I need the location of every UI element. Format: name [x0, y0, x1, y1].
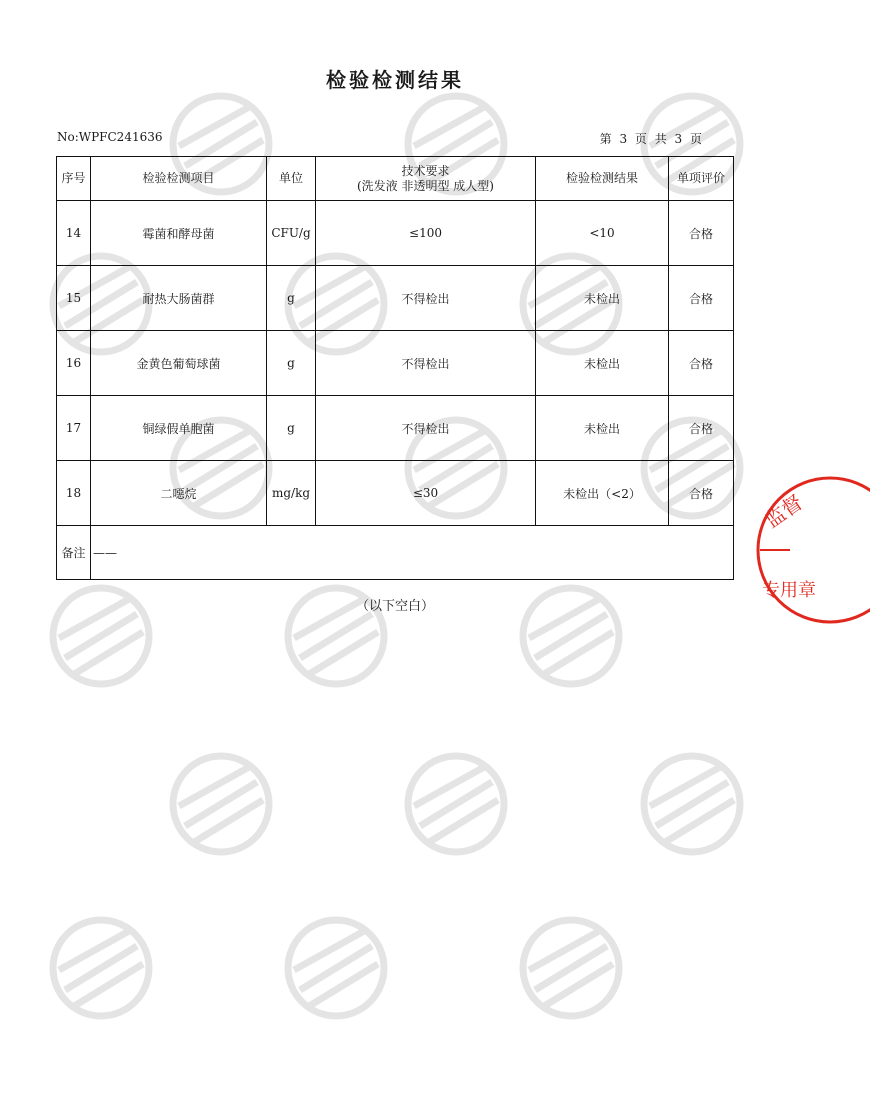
header-evaluation: 单项评价	[669, 157, 734, 201]
report-number: No:WPFC241636	[57, 130, 163, 144]
table-row	[57, 266, 734, 331]
row-item: 霉菌和酵母菌	[91, 201, 267, 266]
table-row	[57, 201, 734, 266]
row-result: 未检出	[536, 331, 669, 396]
row-unit: g	[267, 266, 316, 331]
row-requirement: 不得检出	[316, 396, 536, 461]
remarks-value: ——	[91, 526, 734, 580]
row-no: 17	[57, 396, 91, 461]
row-evaluation: 合格	[669, 396, 734, 461]
header-item: 检验检测项目	[91, 157, 267, 201]
header-result: 检验检测结果	[536, 157, 669, 201]
table-header-row	[57, 157, 734, 201]
watermark-logo-icon	[45, 912, 157, 1024]
row-item: 金黄色葡萄球菌	[91, 331, 267, 396]
table-row	[57, 331, 734, 396]
watermark-logo-icon	[280, 912, 392, 1024]
row-unit: CFU/g	[267, 201, 316, 266]
row-evaluation: 合格	[669, 201, 734, 266]
table-row	[57, 396, 734, 461]
watermark-logo-icon	[400, 748, 512, 860]
row-item: 铜绿假单胞菌	[91, 396, 267, 461]
table-row	[57, 461, 734, 526]
blank-below-note: （以下空白）	[355, 599, 434, 614]
row-item: 耐热大肠菌群	[91, 266, 267, 331]
row-requirement: 不得检出	[316, 331, 536, 396]
watermark-logo-icon	[165, 748, 277, 860]
header-requirement	[316, 157, 536, 201]
watermark-logo-icon	[636, 748, 748, 860]
row-unit: g	[267, 396, 316, 461]
header-unit: 单位	[267, 157, 316, 201]
header-no: 序号	[57, 157, 91, 201]
row-unit: mg/kg	[267, 461, 316, 526]
page-indicator: 第 3 页 共 3 页	[599, 132, 704, 146]
row-requirement: ≤100	[316, 201, 536, 266]
row-result: 未检出	[536, 396, 669, 461]
row-no: 14	[57, 201, 91, 266]
header-requirement-line2: (洗发液 非透明型 成人型)	[357, 178, 494, 193]
row-no: 18	[57, 461, 91, 526]
results-table	[56, 156, 734, 580]
row-no: 15	[57, 266, 91, 331]
row-evaluation: 合格	[669, 331, 734, 396]
row-result: 未检出（<2）	[536, 461, 669, 526]
row-no: 16	[57, 331, 91, 396]
row-result: <10	[536, 201, 669, 266]
header-requirement-line1: 技术要求	[401, 163, 450, 178]
watermark-logo-icon	[515, 912, 627, 1024]
row-result: 未检出	[536, 266, 669, 331]
remarks-label: 备注	[57, 526, 91, 580]
remarks-row	[57, 526, 734, 580]
official-seal-icon	[750, 470, 870, 630]
row-requirement: ≤30	[316, 461, 536, 526]
row-evaluation: 合格	[669, 461, 734, 526]
svg-text:专用章: 专用章	[762, 580, 816, 601]
row-evaluation: 合格	[669, 266, 734, 331]
row-requirement: 不得检出	[316, 266, 536, 331]
page-title: 检验检测结果	[326, 68, 464, 92]
row-item: 二噁烷	[91, 461, 267, 526]
svg-text:监督: 监督	[760, 490, 807, 533]
row-unit: g	[267, 331, 316, 396]
